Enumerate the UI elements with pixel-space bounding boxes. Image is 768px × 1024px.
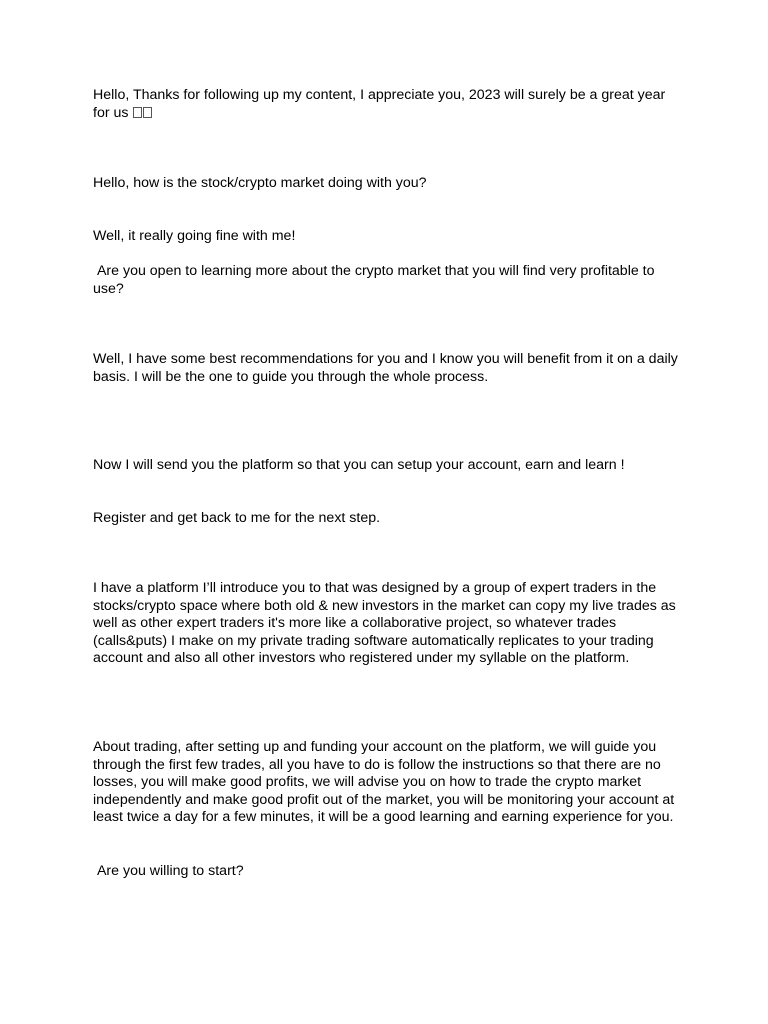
paragraph-greeting-text: Hello, Thanks for following up my content, I appreciate you, 2023 will surely be a great year for us [93, 87, 666, 121]
paragraph-market-question: Hello, how is the stock/crypto market doing with you? [93, 175, 427, 191]
paragraph-recommendations: Well, I have some best recommendations for you and I know you will benefit from it on a daily basis. I will be the one to guide you through the whole process. [93, 351, 678, 385]
paragraph-going-fine: Well, it really going fine with me! [93, 228, 296, 244]
paragraph-willing-to-start: Are you willing to start? [93, 863, 244, 879]
paragraph-register: Register and get back to me for the next step. [93, 510, 381, 526]
paragraph-about-trading: About trading, after setting up and funding your account on the platform, we will guide you through the first few trades, all you have to do is follow the instructions so that there are no losses, you will make good profits, we will advise you on how to trade the crypto market independently and make good profit out of the market, you will be monitoring your account at least twice a day for a few minutes, it will be a good learning and earning experience for you. [93, 739, 675, 826]
paragraph-open-to-learning: Are you open to learning more about the crypto market that you will find very profitable to use? [93, 263, 659, 297]
missing-glyph-icon [143, 107, 152, 118]
missing-glyph-icon [133, 107, 142, 118]
paragraph-send-platform: Now I will send you the platform so that you can setup your account, earn and learn ! [93, 457, 625, 473]
paragraph-greeting [93, 87, 683, 122]
paragraph-platform-description: I have a platform I’ll introduce you to that was designed by a group of expert traders in the stocks/crypto space where both old & new investors in the market can copy my live trades as well as other expert traders it's more like a collaborative project, so whatever trades (calls&puts) I make on my private trading software automatically replicates to your trading account and also all other investors who registered under my syllable on the platform. [93, 580, 676, 667]
